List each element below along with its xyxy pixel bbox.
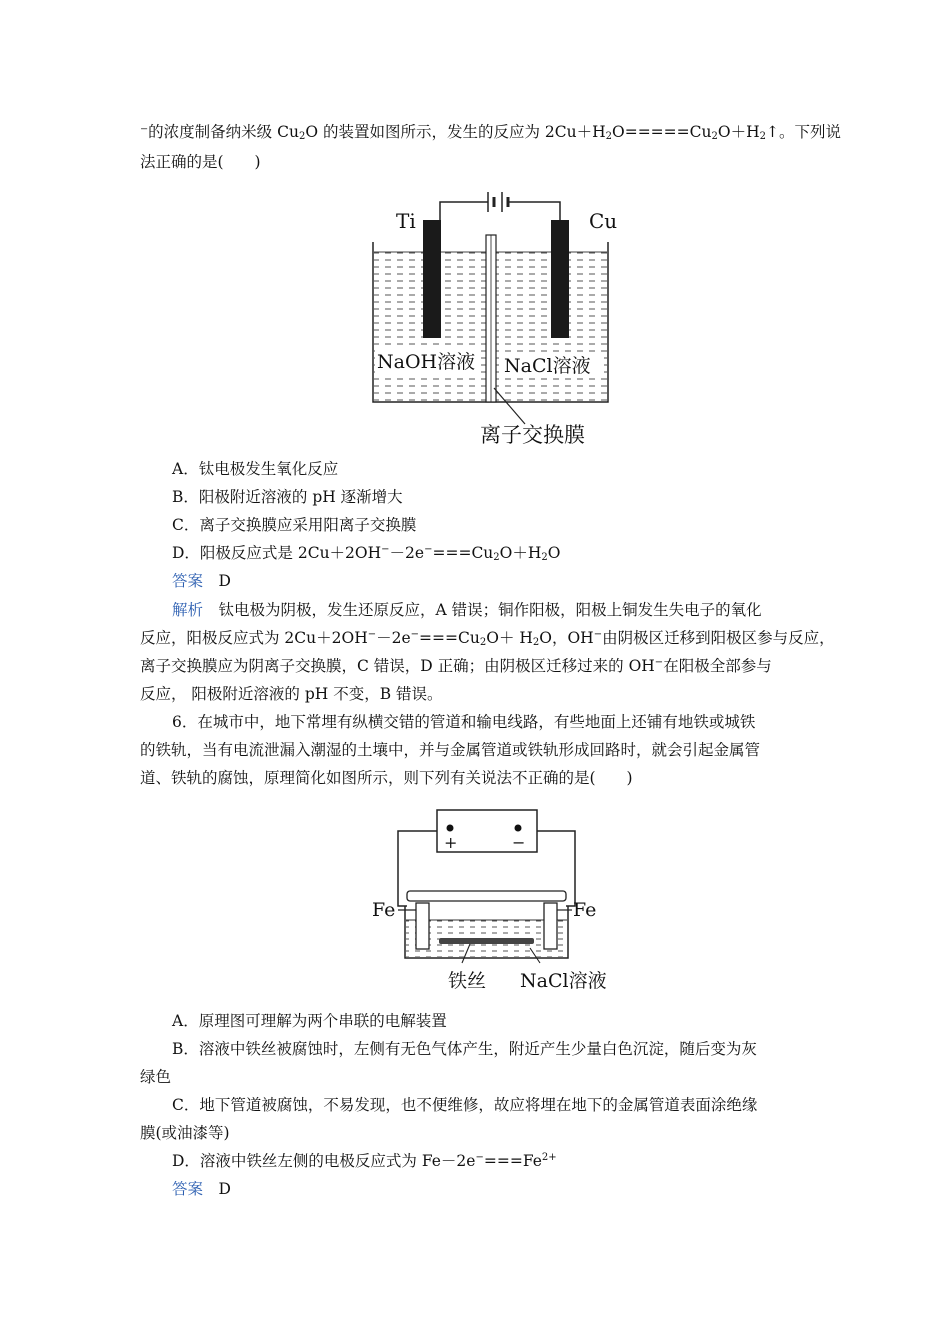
q5-option-c: C．离子交换膜应采用阳离子交换膜 [172,516,417,534]
ti-label: Ti [396,209,416,233]
top-bar [407,891,566,901]
q6-option-b-line-1: B．溶液中铁丝被腐蚀时，左侧有无色气体产生，附近产生少量白色沉淀，随后变为灰 [172,1040,757,1058]
fe-left-label: Fe [372,899,396,921]
wire-right [508,202,560,220]
q5-option-b: B．阳极附近溶液的 pH 逐渐增大 [172,488,403,506]
plus-label: + [444,833,458,852]
nacl-label: NaCl溶液 [504,355,591,377]
minus-label: − [512,833,526,852]
electrolysis-cell-figure [360,180,630,455]
fe-electrode-left [416,903,429,949]
iron-wire-label: 铁丝 [448,970,487,992]
q5-option-d: D．阳极反应式是 $2Cu+2OH^--2e^-===Cu_2O+H_2O$ [172,544,561,563]
q6-stem-line-3: 道、铁轨的腐蚀，原理简化如图所示，则下列有关说法不正确的是( ) [140,769,633,787]
q5-stem-line-2: 法正确的是( ) [140,153,261,171]
q5-option-a: A．钛电极发生氧化反应 [172,460,339,478]
q5-answer: 答案 D [172,572,231,590]
q5-analysis-line-2: 反应，阳极反应式为 $2Cu+2OH^--2e^-===Cu_2O+ H_2O$，OH−由阴极区迁移到阳极区参与反应， [140,629,835,648]
nacl-label: NaCl溶液 [520,970,607,992]
ti-electrode [423,220,441,338]
fe-right-label: Fe [573,899,597,921]
cu-electrode [551,220,569,338]
q5-analysis-line-1: 解析 钛电极为阴极，发生还原反应，A 错误；铜作阳极，阳极上铜发生失电子的氧化 [172,601,762,619]
q6-stem-line-2: 的铁轨，当有电流泄漏入潮湿的土壤中，并与金属管道或铁轨形成回路时，就会引起金属管 [140,741,761,759]
q5-analysis-line-4: 反应， 阳极附近溶液的 pH 不变，B 错误。 [140,685,443,703]
naoh-label: NaOH溶液 [377,351,476,373]
q6-answer: 答案 D [172,1180,231,1198]
positive-terminal [447,825,454,832]
wire-left [440,202,488,220]
negative-terminal [515,825,522,832]
q6-option-d: D．溶液中铁丝左侧的电极反应式为 $Fe-2e^-===Fe^{2+}$ [172,1152,557,1170]
q6-option-c-line-2: 膜(或油漆等) [140,1124,230,1142]
q5-analysis-line-3: 离子交换膜应为阴离子交换膜，C 错误，D 正确；由阴极区迁移过来的 OH−在阳极全部参与 [140,657,772,675]
q6-stem-line-1: 6．在城市中，地下常埋有纵横交错的管道和输电线路，有些地面上还铺有地铁或城铁 [172,713,756,731]
q5-stem-line-1: ⁻的浓度制备纳米级 $Cu_2O$ 的装置如图所示，发生的反应为 $2Cu+H_2O=====Cu_2O+H_2↑$。下列说 [140,123,841,142]
fe-electrode-right [544,903,557,949]
q6-option-a: A．原理图可理解为两个串联的电解装置 [172,1012,447,1030]
corrosion-circuit-figure [370,798,630,998]
q6-option-c-line-1: C．地下管道被腐蚀，不易发现，也不便维修，故应将埋在地下的金属管道表面涂绝缘 [172,1096,758,1114]
membrane-label: 离子交换膜 [480,423,585,447]
cu-label: Cu [589,209,618,233]
iron-wire [439,938,534,944]
q6-option-b-line-2: 绿色 [140,1068,172,1086]
